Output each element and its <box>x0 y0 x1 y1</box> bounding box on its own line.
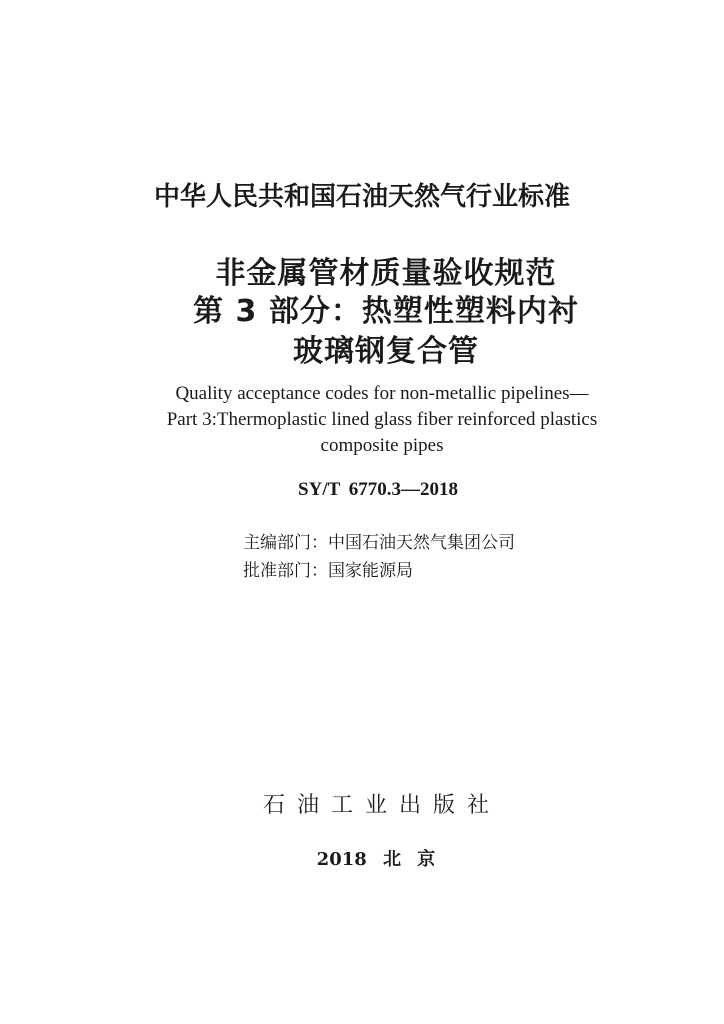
standard-type-heading: 中华人民共和国石油天然气行业标准 <box>153 182 570 212</box>
english-title-line-1: Quality acceptance codes for non-metallic pipelines— <box>175 383 589 404</box>
publisher-name: 石油工业出版社 <box>262 793 501 818</box>
editor-department: 主编部门：中国石油天然气集团公司 <box>243 533 515 553</box>
standard-code: SY/T 6770.3—2018 <box>298 479 458 500</box>
publication-year-place: 2018 北 京 <box>316 849 436 870</box>
chinese-title-line-2: 第 3 部分：热塑性塑料内衬 <box>193 294 579 329</box>
chinese-title-line-3: 玻璃钢复合管 <box>293 334 479 369</box>
english-title-line-3: composite pipes <box>320 435 444 456</box>
english-title-line-2: Part 3:Thermoplastic lined glass fiber reinforced plastics <box>166 409 598 430</box>
chinese-title-line-1: 非金属管材质量验收规范 <box>215 256 557 291</box>
approval-department: 批准部门：国家能源局 <box>243 561 413 581</box>
